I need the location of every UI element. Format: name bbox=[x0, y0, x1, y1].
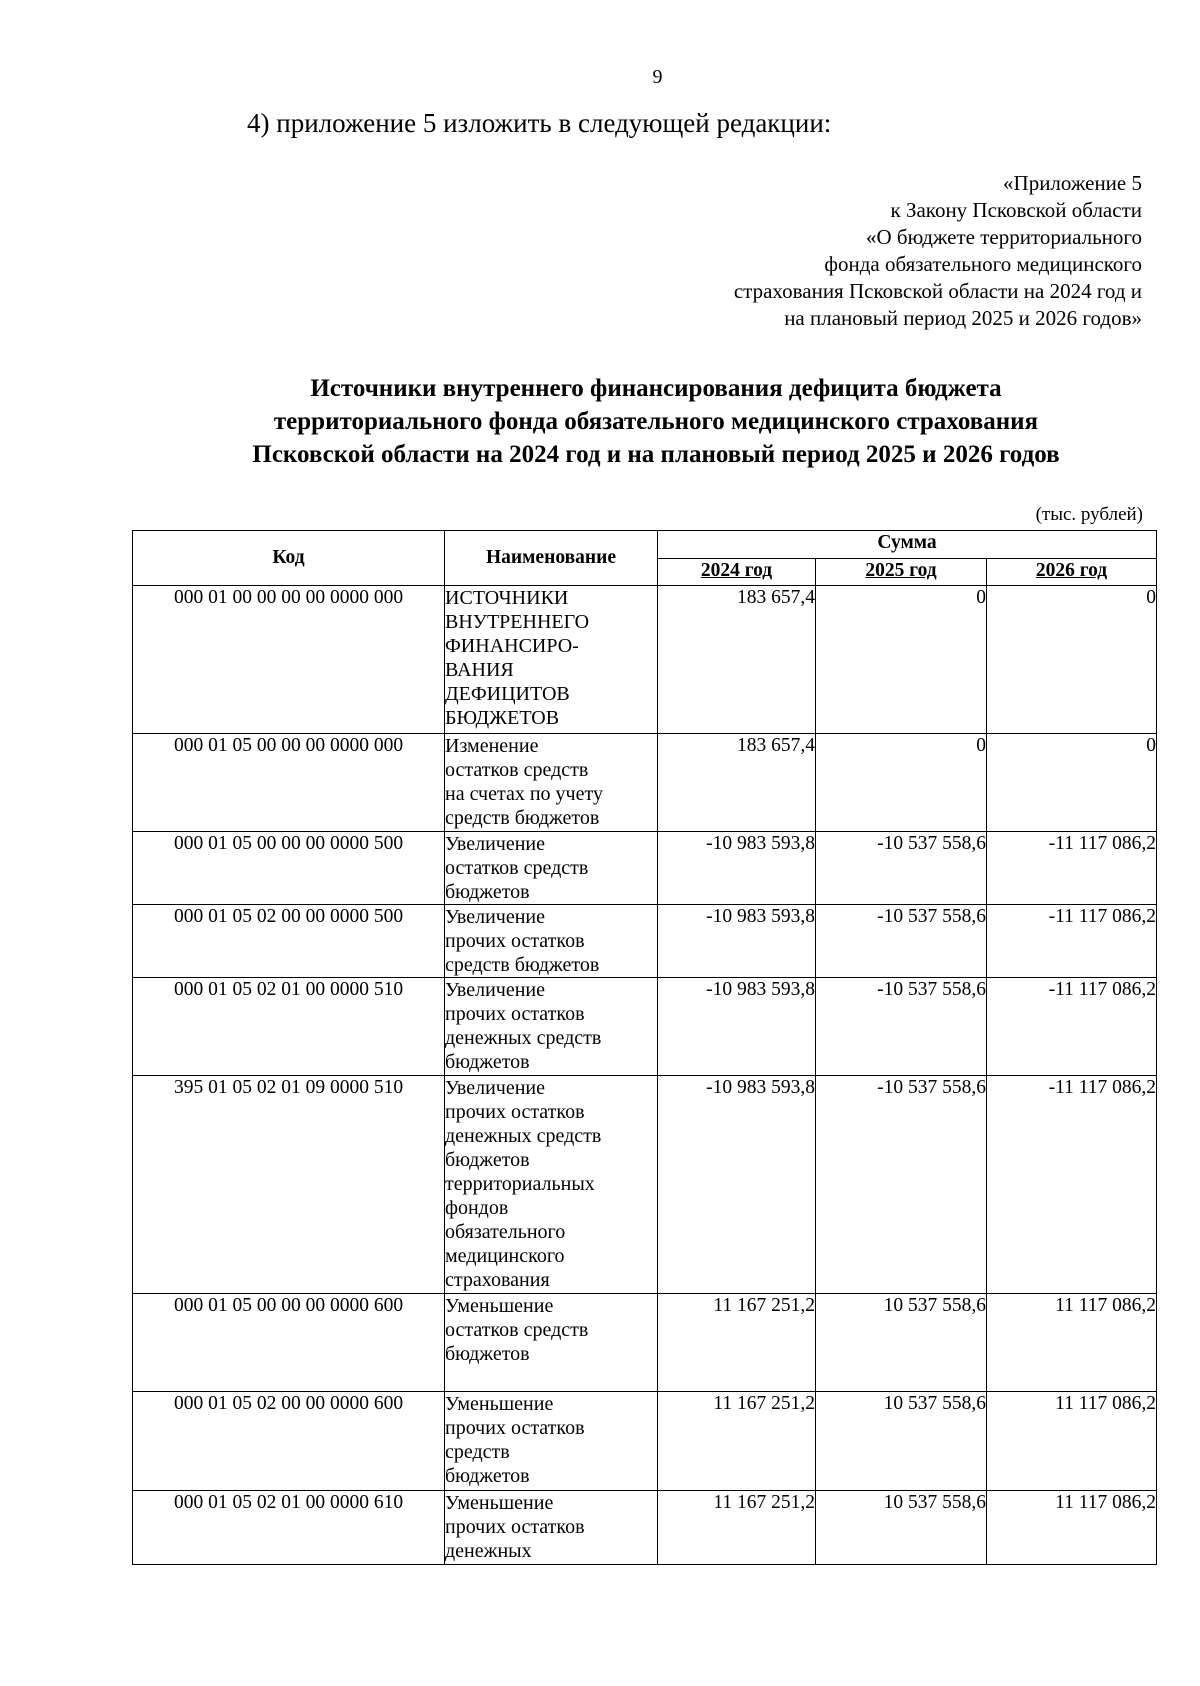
row-name-line: Увеличение bbox=[445, 979, 546, 1001]
row-value-2024: 183 657,4 bbox=[658, 734, 816, 832]
row-code: 000 01 05 00 00 00 0000 600 bbox=[133, 1294, 445, 1392]
row-value-2026: 11 117 086,2 bbox=[987, 1491, 1157, 1565]
row-code: 000 01 05 02 01 00 0000 610 bbox=[133, 1491, 445, 1565]
row-value-2026: -11 117 086,2 bbox=[987, 978, 1157, 1076]
row-value-2024: 11 167 251,2 bbox=[658, 1294, 816, 1392]
page-number: 9 bbox=[652, 66, 663, 88]
row-name-line: БЮДЖЕТОВ bbox=[445, 707, 560, 729]
row-name-line: остатков средств bbox=[445, 857, 589, 879]
header-year-2025: 2025 год bbox=[816, 558, 987, 586]
row-code: 395 01 05 02 01 09 0000 510 bbox=[133, 1076, 445, 1294]
title-line: Псковской области на 2024 год и на плановый период 2025 и 2026 годов bbox=[252, 441, 1060, 468]
row-value-2025: 10 537 558,6 bbox=[816, 1491, 987, 1565]
row-value-2024: -10 983 593,8 bbox=[658, 905, 816, 978]
row-name-line: денежных bbox=[445, 1540, 532, 1562]
row-name-line: денежных средств bbox=[445, 1125, 602, 1147]
document-title bbox=[132, 372, 1180, 471]
row-code: 000 01 05 02 00 00 0000 500 bbox=[133, 905, 445, 978]
row-value-2026: -11 117 086,2 bbox=[987, 1076, 1157, 1294]
table-row bbox=[133, 1491, 1157, 1565]
title-line: территориального фонда обязательного медицинского страхования bbox=[273, 408, 1039, 435]
row-name-line: Изменение bbox=[445, 735, 539, 757]
row-value-2026: 0 bbox=[987, 734, 1157, 832]
row-name-line: остатков средств bbox=[445, 1319, 589, 1341]
header-year-2026: 2026 год bbox=[987, 558, 1157, 586]
row-value-2024: 183 657,4 bbox=[658, 586, 816, 734]
row-name-line: Увеличение bbox=[445, 833, 546, 855]
row-code: 000 01 05 00 00 00 0000 500 bbox=[133, 832, 445, 905]
row-value-2025: 10 537 558,6 bbox=[816, 1392, 987, 1491]
row-value-2025: -10 537 558,6 bbox=[816, 832, 987, 905]
row-code: 000 01 05 02 00 00 0000 600 bbox=[133, 1392, 445, 1491]
row-value-2025: 10 537 558,6 bbox=[816, 1294, 987, 1392]
row-name bbox=[445, 832, 658, 905]
table-row bbox=[133, 1294, 1157, 1392]
appendix-line: фонда обязательного медицинского bbox=[824, 252, 1142, 276]
row-value-2026: 11 117 086,2 bbox=[987, 1294, 1157, 1392]
row-value-2025: 0 bbox=[816, 586, 987, 734]
appendix-line: к Закону Псковской области bbox=[890, 198, 1142, 222]
row-name-line: остатков средств bbox=[445, 759, 589, 781]
row-value-2025: -10 537 558,6 bbox=[816, 978, 987, 1076]
appendix-line: страхования Псковской области на 2024 год и bbox=[733, 279, 1142, 303]
row-name-line: средств bbox=[445, 1441, 510, 1463]
table-row bbox=[133, 586, 1157, 734]
header-name: Наименование bbox=[445, 531, 658, 586]
row-name-line: ДЕФИЦИТОВ bbox=[445, 683, 570, 705]
table-row bbox=[133, 734, 1157, 832]
row-name-line: Уменьшение bbox=[445, 1492, 554, 1514]
row-name-line: страхования bbox=[445, 1269, 550, 1291]
row-name-line: бюджетов bbox=[445, 1465, 530, 1487]
title-line: Источники внутреннего финансирования дефицита бюджета bbox=[310, 375, 1002, 402]
appendix-line: на плановый период 2025 и 2026 годов» bbox=[784, 306, 1142, 330]
row-name-line: ВНУТРЕННЕГО bbox=[445, 611, 590, 633]
row-name-line: Уменьшение bbox=[445, 1295, 554, 1317]
table-row bbox=[133, 905, 1157, 978]
row-name-line: обязательного bbox=[445, 1221, 566, 1243]
table-row bbox=[133, 832, 1157, 905]
row-name bbox=[445, 586, 658, 734]
row-name-line: средств бюджетов bbox=[445, 954, 600, 976]
header-year-2024: 2024 год bbox=[658, 558, 816, 586]
row-name-line: бюджетов bbox=[445, 1051, 530, 1073]
row-name-line: Уменьшение bbox=[445, 1393, 554, 1415]
row-name-line: фондов bbox=[445, 1197, 509, 1219]
table-row bbox=[133, 1392, 1157, 1491]
table-body bbox=[133, 586, 1157, 1565]
row-value-2026: -11 117 086,2 bbox=[987, 905, 1157, 978]
table-row bbox=[133, 978, 1157, 1076]
appendix-line: «О бюджете территориального bbox=[866, 225, 1142, 249]
row-name bbox=[445, 1294, 658, 1392]
amendment-instruction: 4) приложение 5 изложить в следующей редакции: bbox=[247, 108, 832, 138]
row-value-2026: 11 117 086,2 bbox=[987, 1392, 1157, 1491]
row-value-2025: -10 537 558,6 bbox=[816, 905, 987, 978]
financing-sources-table bbox=[132, 530, 1157, 1565]
row-name-line: прочих остатков bbox=[445, 1003, 585, 1025]
row-name bbox=[445, 905, 658, 978]
row-value-2026: -11 117 086,2 bbox=[987, 832, 1157, 905]
row-name-line: на счетах по учету bbox=[445, 783, 603, 805]
row-code: 000 01 05 00 00 00 0000 000 bbox=[133, 734, 445, 832]
row-name bbox=[445, 1491, 658, 1565]
row-value-2025: -10 537 558,6 bbox=[816, 1076, 987, 1294]
units-label: (тыс. рублей) bbox=[1035, 504, 1143, 525]
row-name-line: ВАНИЯ bbox=[445, 659, 514, 681]
row-name-line: ФИНАНСИРО- bbox=[445, 635, 579, 657]
row-name-line: бюджетов bbox=[445, 881, 530, 903]
row-value-2026: 0 bbox=[987, 586, 1157, 734]
row-value-2024: -10 983 593,8 bbox=[658, 1076, 816, 1294]
row-name-line: Увеличение bbox=[445, 906, 546, 928]
header-sum: Сумма bbox=[658, 531, 1157, 559]
row-name-line: средств бюджетов bbox=[445, 807, 600, 829]
appendix-reference bbox=[542, 170, 1142, 332]
row-name-line: прочих остатков bbox=[445, 930, 585, 952]
row-name bbox=[445, 978, 658, 1076]
row-name-line: прочих остатков bbox=[445, 1101, 585, 1123]
row-name-line: территориальных bbox=[445, 1173, 595, 1195]
row-value-2024: 11 167 251,2 bbox=[658, 1491, 816, 1565]
row-name bbox=[445, 734, 658, 832]
row-name-line: прочих остатков bbox=[445, 1516, 585, 1538]
row-code: 000 01 00 00 00 00 0000 000 bbox=[133, 586, 445, 734]
row-value-2024: -10 983 593,8 bbox=[658, 978, 816, 1076]
row-code: 000 01 05 02 01 00 0000 510 bbox=[133, 978, 445, 1076]
row-name-line: прочих остатков bbox=[445, 1417, 585, 1439]
row-value-2024: 11 167 251,2 bbox=[658, 1392, 816, 1491]
row-name bbox=[445, 1076, 658, 1294]
table-row bbox=[133, 1076, 1157, 1294]
header-code: Код bbox=[133, 531, 445, 586]
row-name-line: бюджетов bbox=[445, 1343, 530, 1365]
row-name-line: Увеличение bbox=[445, 1077, 546, 1099]
row-value-2025: 0 bbox=[816, 734, 987, 832]
row-value-2024: -10 983 593,8 bbox=[658, 832, 816, 905]
row-name-line: бюджетов bbox=[445, 1149, 530, 1171]
row-name-line: медицинского bbox=[445, 1245, 565, 1267]
row-name-line: денежных средств bbox=[445, 1027, 602, 1049]
appendix-line: «Приложение 5 bbox=[1003, 171, 1142, 195]
row-name bbox=[445, 1392, 658, 1491]
row-name-line: ИСТОЧНИКИ bbox=[445, 587, 569, 609]
